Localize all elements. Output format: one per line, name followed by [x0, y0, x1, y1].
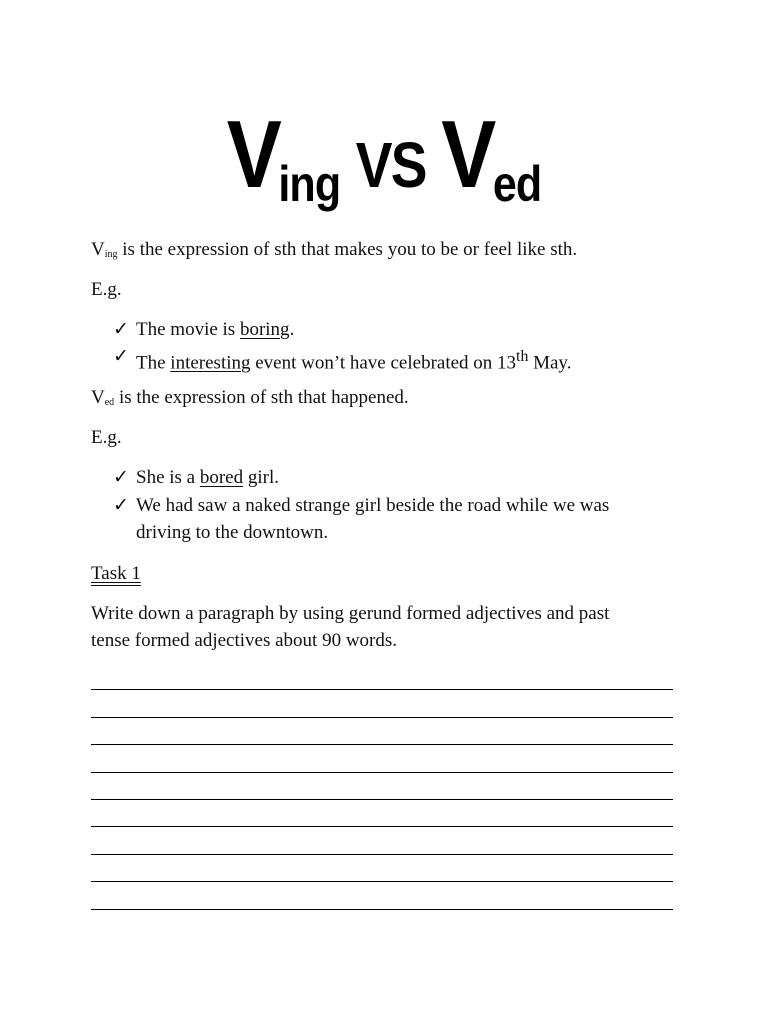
writing-line[interactable]: [91, 799, 673, 800]
title-ed-subscript: ed: [492, 156, 542, 212]
writing-line[interactable]: [91, 854, 673, 855]
writing-line[interactable]: [91, 826, 673, 827]
eg-label-1: E.g.: [91, 279, 122, 300]
example-interesting: The interesting event won’t have celebrated on 13th May.: [136, 348, 572, 374]
writing-line[interactable]: [91, 881, 673, 882]
task-instruction-line1: Write down a paragraph by using gerund formed adjectives and past: [91, 603, 610, 624]
writing-line[interactable]: [91, 909, 673, 910]
writing-line[interactable]: [91, 689, 673, 690]
eg-label-2: E.g.: [91, 427, 122, 448]
ved-definition: $V_{ed}$ is the expression of sth that happened.: [91, 387, 409, 408]
example-naked-girl-line2: driving to the downtown.: [136, 522, 329, 543]
check-icon: ✓: [113, 346, 129, 367]
ving-definition: $V_{ing}$ is the expression of sth that makes you to be or feel like sth.: [91, 239, 578, 260]
task-heading: Task 1: [91, 563, 141, 584]
check-icon: ✓: [113, 319, 129, 340]
check-icon: ✓: [113, 495, 129, 516]
example-naked-girl-line1: We had saw a naked strange girl beside the road while we was: [136, 495, 610, 516]
title-ing-subscript: ing: [278, 156, 341, 212]
worksheet-title: [54, 100, 714, 213]
check-icon: ✓: [113, 467, 129, 488]
title-v-ing: V: [226, 101, 279, 208]
writing-line[interactable]: [91, 772, 673, 773]
writing-line[interactable]: [91, 744, 673, 745]
title-v-ed: V: [441, 101, 493, 208]
writing-line[interactable]: [91, 717, 673, 718]
title-vs: VS: [355, 129, 426, 201]
example-boring: The movie is boring.: [136, 319, 295, 340]
task-instruction-line2: tense formed adjectives about 90 words.: [91, 630, 398, 651]
example-bored: She is a bored girl.: [136, 467, 280, 488]
